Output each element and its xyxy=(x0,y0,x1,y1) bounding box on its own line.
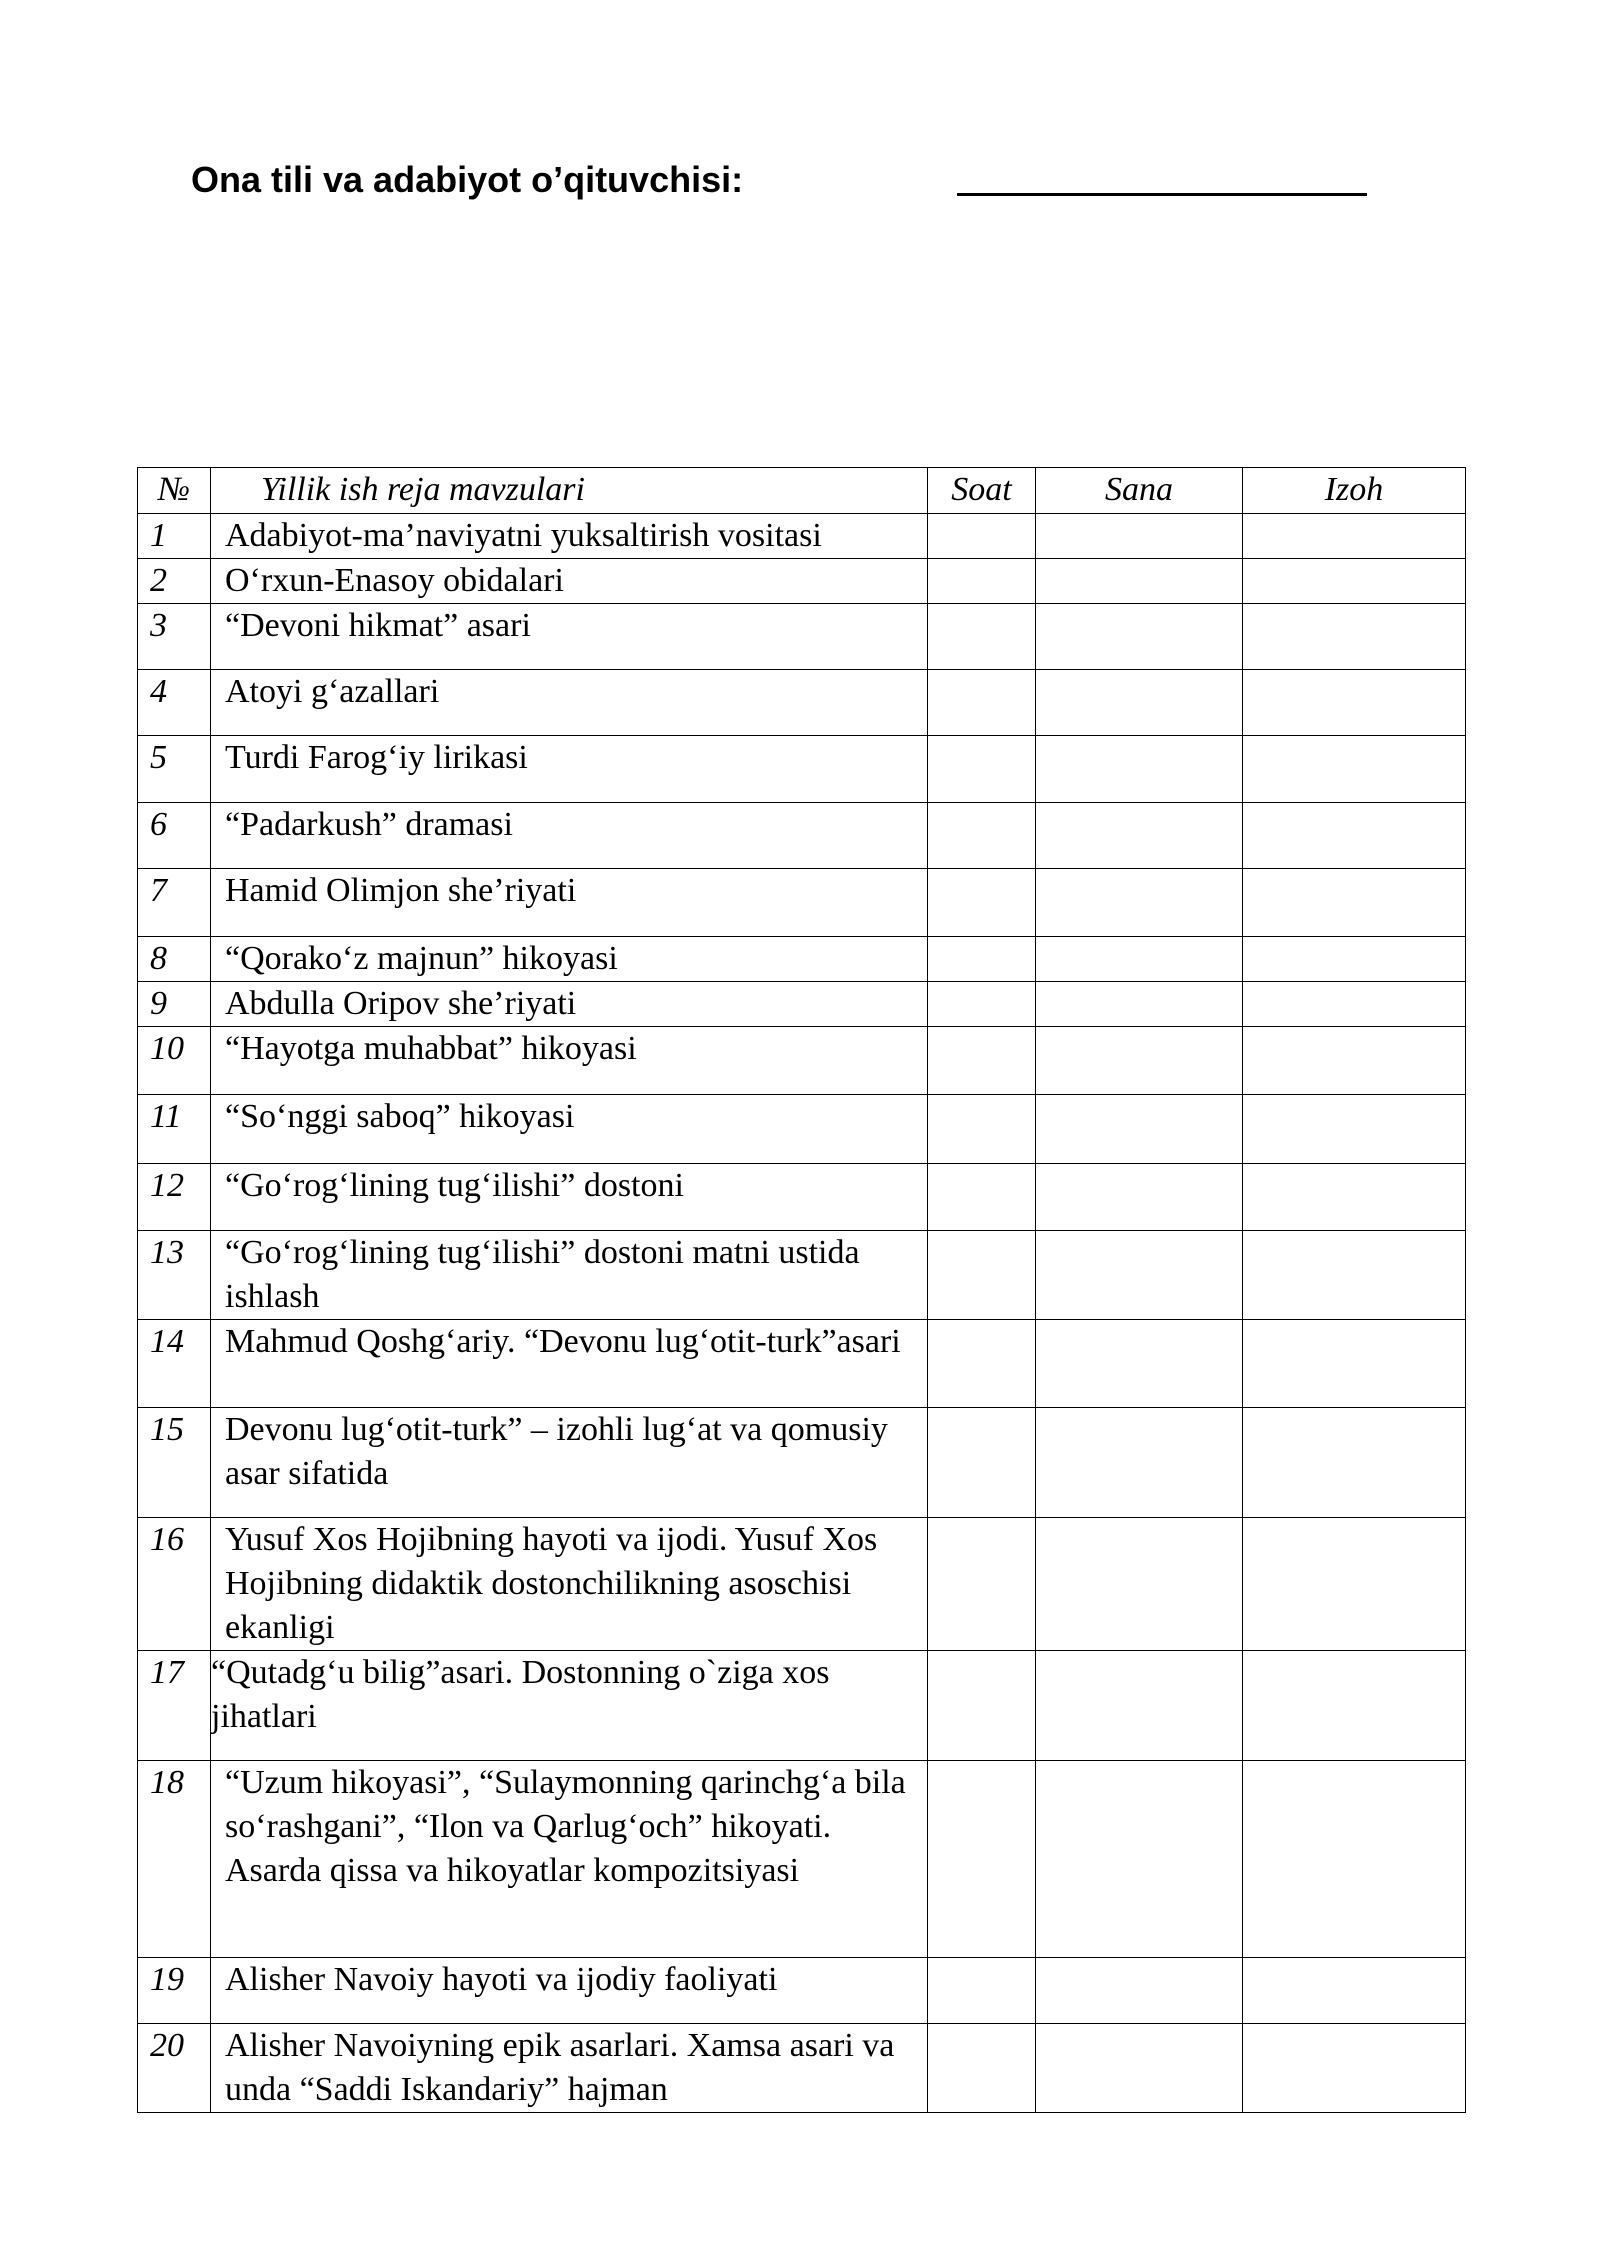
row-hours-cell xyxy=(928,869,1036,937)
row-date-cell xyxy=(1036,1231,1243,1320)
row-number: 13 xyxy=(138,1231,211,1320)
table-row xyxy=(138,1518,1466,1651)
row-hours-cell xyxy=(928,604,1036,670)
table-row xyxy=(138,1320,1466,1408)
row-topic: O‘rxun-Enasoy obidalari xyxy=(211,559,928,604)
row-topic: Mahmud Qoshg‘ariy. “Devonu lug‘otit-turk”asari xyxy=(211,1320,928,1408)
row-note-cell xyxy=(1243,937,1466,982)
table-row xyxy=(138,670,1466,736)
row-hours-cell xyxy=(928,803,1036,869)
row-date-cell xyxy=(1036,1761,1243,1958)
row-topic: “Qutadg‘u bilig”asari. Dostonning o`ziga xos jihatlari xyxy=(211,1651,928,1761)
table-row xyxy=(138,937,1466,982)
row-note-cell xyxy=(1243,982,1466,1027)
row-topic: “Qorako‘z majnun” hikoyasi xyxy=(211,937,928,982)
row-hours-cell xyxy=(928,559,1036,604)
row-note-cell xyxy=(1243,1958,1466,2024)
table-header-row xyxy=(138,468,1466,514)
row-topic: “Uzum hikoyasi”, “Sulaymonning qarinchg‘a bila so‘rashgani”, “Ilon va Qarlug‘och” hikoyati. Asarda qissa va hikoyatlar kompozitsiyasi xyxy=(211,1761,928,1958)
row-date-cell xyxy=(1036,1651,1243,1761)
row-note-cell xyxy=(1243,1231,1466,1320)
row-number: 20 xyxy=(138,2024,211,2113)
row-hours-cell xyxy=(928,1095,1036,1164)
table-row xyxy=(138,1027,1466,1095)
row-topic: Alisher Navoiyning epik asarlari. Xamsa asari va unda “Saddi Iskandariy” hajman xyxy=(211,2024,928,2113)
row-topic: Yusuf Xos Hojibning hayoti va ijodi. Yusuf Xos Hojibning didaktik dostonchilikning asoschisi ekanligi xyxy=(211,1518,928,1651)
row-topic: “Go‘rog‘lining tug‘ilishi” dostoni matni ustida ishlash xyxy=(211,1231,928,1320)
row-topic: Adabiyot-ma’naviyatni yuksaltirish vositasi xyxy=(211,514,928,559)
table-row xyxy=(138,1958,1466,2024)
table-row xyxy=(138,559,1466,604)
row-number: 3 xyxy=(138,604,211,670)
row-note-cell xyxy=(1243,1651,1466,1761)
row-hours-cell xyxy=(928,1320,1036,1408)
row-number: 16 xyxy=(138,1518,211,1651)
row-note-cell xyxy=(1243,1095,1466,1164)
row-note-cell xyxy=(1243,604,1466,670)
table-row xyxy=(138,1408,1466,1518)
signature-line xyxy=(957,193,1367,196)
row-date-cell xyxy=(1036,559,1243,604)
row-note-cell xyxy=(1243,1320,1466,1408)
table-row xyxy=(138,803,1466,869)
document-title: Ona tili va adabiyot o’qituvchisi: xyxy=(191,159,744,200)
row-number: 18 xyxy=(138,1761,211,1958)
row-note-cell xyxy=(1243,1761,1466,1958)
row-number: 9 xyxy=(138,982,211,1027)
row-note-cell xyxy=(1243,2024,1466,2113)
row-topic: “Hayotga muhabbat” hikoyasi xyxy=(211,1027,928,1095)
row-note-cell xyxy=(1243,736,1466,803)
row-date-cell xyxy=(1036,1320,1243,1408)
table-row xyxy=(138,982,1466,1027)
row-hours-cell xyxy=(928,1408,1036,1518)
table-row xyxy=(138,1095,1466,1164)
table-row xyxy=(138,514,1466,559)
row-topic: “Padarkush” dramasi xyxy=(211,803,928,869)
row-hours-cell xyxy=(928,670,1036,736)
row-number: 17 xyxy=(138,1651,211,1761)
row-number: 14 xyxy=(138,1320,211,1408)
row-hours-cell xyxy=(928,982,1036,1027)
row-note-cell xyxy=(1243,869,1466,937)
row-date-cell xyxy=(1036,869,1243,937)
row-hours-cell xyxy=(928,514,1036,559)
row-note-cell xyxy=(1243,1518,1466,1651)
row-number: 11 xyxy=(138,1095,211,1164)
table-row xyxy=(138,869,1466,937)
table-row xyxy=(138,1231,1466,1320)
row-number: 12 xyxy=(138,1164,211,1231)
annual-plan-table xyxy=(137,467,1466,2113)
row-topic: “Go‘rog‘lining tug‘ilishi” dostoni xyxy=(211,1164,928,1231)
table-row xyxy=(138,736,1466,803)
row-topic: Atoyi g‘azallari xyxy=(211,670,928,736)
row-number: 2 xyxy=(138,559,211,604)
row-number: 6 xyxy=(138,803,211,869)
row-number: 1 xyxy=(138,514,211,559)
row-date-cell xyxy=(1036,736,1243,803)
table-row xyxy=(138,604,1466,670)
column-header-number: № xyxy=(138,468,211,514)
row-number: 8 xyxy=(138,937,211,982)
row-topic: “Devoni hikmat” asari xyxy=(211,604,928,670)
column-header-topic: Yillik ish reja mavzulari xyxy=(211,468,928,514)
row-date-cell xyxy=(1036,803,1243,869)
row-hours-cell xyxy=(928,1761,1036,1958)
row-date-cell xyxy=(1036,1027,1243,1095)
column-header-date: Sana xyxy=(1036,468,1243,514)
column-header-note: Izoh xyxy=(1243,468,1466,514)
row-topic: Alisher Navoiy hayoti va ijodiy faoliyati xyxy=(211,1958,928,2024)
row-hours-cell xyxy=(928,736,1036,803)
row-hours-cell xyxy=(928,937,1036,982)
table-row xyxy=(138,1651,1466,1761)
row-hours-cell xyxy=(928,1164,1036,1231)
row-date-cell xyxy=(1036,982,1243,1027)
row-number: 7 xyxy=(138,869,211,937)
row-hours-cell xyxy=(928,1027,1036,1095)
row-note-cell xyxy=(1243,1408,1466,1518)
table-row xyxy=(138,1164,1466,1231)
row-hours-cell xyxy=(928,1958,1036,2024)
row-date-cell xyxy=(1036,2024,1243,2113)
column-header-hours: Soat xyxy=(928,468,1036,514)
row-note-cell xyxy=(1243,670,1466,736)
row-date-cell xyxy=(1036,1518,1243,1651)
row-number: 15 xyxy=(138,1408,211,1518)
row-date-cell xyxy=(1036,1095,1243,1164)
table-row xyxy=(138,1761,1466,1958)
row-hours-cell xyxy=(928,1651,1036,1761)
row-date-cell xyxy=(1036,937,1243,982)
row-number: 4 xyxy=(138,670,211,736)
row-topic: Hamid Olimjon she’riyati xyxy=(211,869,928,937)
row-number: 10 xyxy=(138,1027,211,1095)
row-date-cell xyxy=(1036,1408,1243,1518)
row-topic: Devonu lug‘otit-turk” – izohli lug‘at va qomusiy asar sifatida xyxy=(211,1408,928,1518)
row-note-cell xyxy=(1243,803,1466,869)
row-date-cell xyxy=(1036,670,1243,736)
table-row xyxy=(138,2024,1466,2113)
row-note-cell xyxy=(1243,514,1466,559)
row-number: 19 xyxy=(138,1958,211,2024)
row-date-cell xyxy=(1036,604,1243,670)
row-date-cell xyxy=(1036,514,1243,559)
row-hours-cell xyxy=(928,2024,1036,2113)
row-note-cell xyxy=(1243,559,1466,604)
row-date-cell xyxy=(1036,1164,1243,1231)
row-topic: Abdulla Oripov she’riyati xyxy=(211,982,928,1027)
row-note-cell xyxy=(1243,1027,1466,1095)
row-number: 5 xyxy=(138,736,211,803)
row-date-cell xyxy=(1036,1958,1243,2024)
row-hours-cell xyxy=(928,1231,1036,1320)
row-topic: Turdi Farog‘iy lirikasi xyxy=(211,736,928,803)
row-note-cell xyxy=(1243,1164,1466,1231)
row-hours-cell xyxy=(928,1518,1036,1651)
row-topic: “So‘nggi saboq” hikoyasi xyxy=(211,1095,928,1164)
